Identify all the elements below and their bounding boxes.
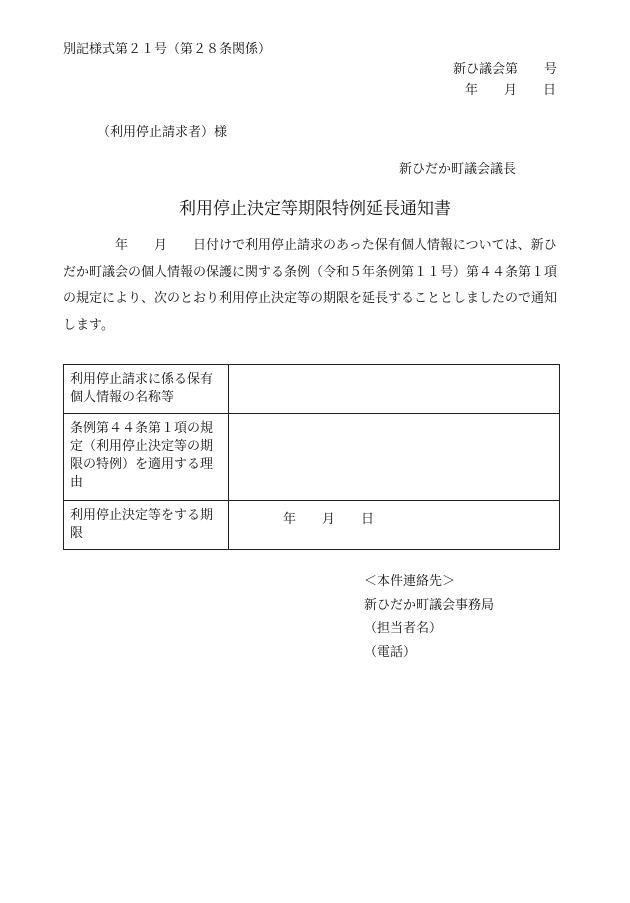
contact-phone: （電話） bbox=[364, 644, 417, 660]
body-date-lead: 年 月 bbox=[115, 238, 168, 253]
document-title: 利用停止決定等期限特例延長通知書 bbox=[179, 199, 451, 219]
row-value bbox=[229, 365, 560, 414]
row-label: 条例第４４条第１項の規定（利用停止決定等の期限の特例）を適用する理由 bbox=[64, 414, 229, 501]
table-row bbox=[64, 365, 560, 414]
form-number: 別記様式第２１号（第２８条関係） bbox=[63, 42, 272, 57]
body-text: 日付けで利用停止請求のあった保有個人情報については、新ひだか町議会の個人情報の保護に関する条例（令和５年条例第１１号）第４４条第１項の規定により、次のとおり利用停止決定等の期限を延長することとしましたので通知します。 bbox=[63, 238, 558, 333]
info-table bbox=[63, 364, 560, 550]
row-label: 利用停止請求に係る保有個人情報の名称等 bbox=[64, 365, 229, 414]
contact-office: 新ひだか町議会事務局 bbox=[364, 597, 495, 613]
sender: 新ひだか町議会議長 bbox=[399, 162, 517, 177]
deadline-date: 年 月 日 bbox=[229, 501, 560, 550]
table-row bbox=[64, 501, 560, 550]
table-row bbox=[64, 414, 560, 501]
contact-heading: ＜本件連絡先＞ bbox=[364, 574, 456, 589]
document-number: 新ひ議会第 号 bbox=[453, 62, 558, 77]
contact-block bbox=[364, 570, 494, 664]
row-value bbox=[229, 414, 560, 501]
contact-person: （担当者名） bbox=[364, 621, 443, 636]
recipient: （利用停止請求者）様 bbox=[97, 125, 228, 140]
document-date: 年 月 日 bbox=[465, 83, 557, 98]
body-paragraph bbox=[63, 233, 559, 339]
row-label: 利用停止決定等をする期限 bbox=[64, 501, 229, 550]
